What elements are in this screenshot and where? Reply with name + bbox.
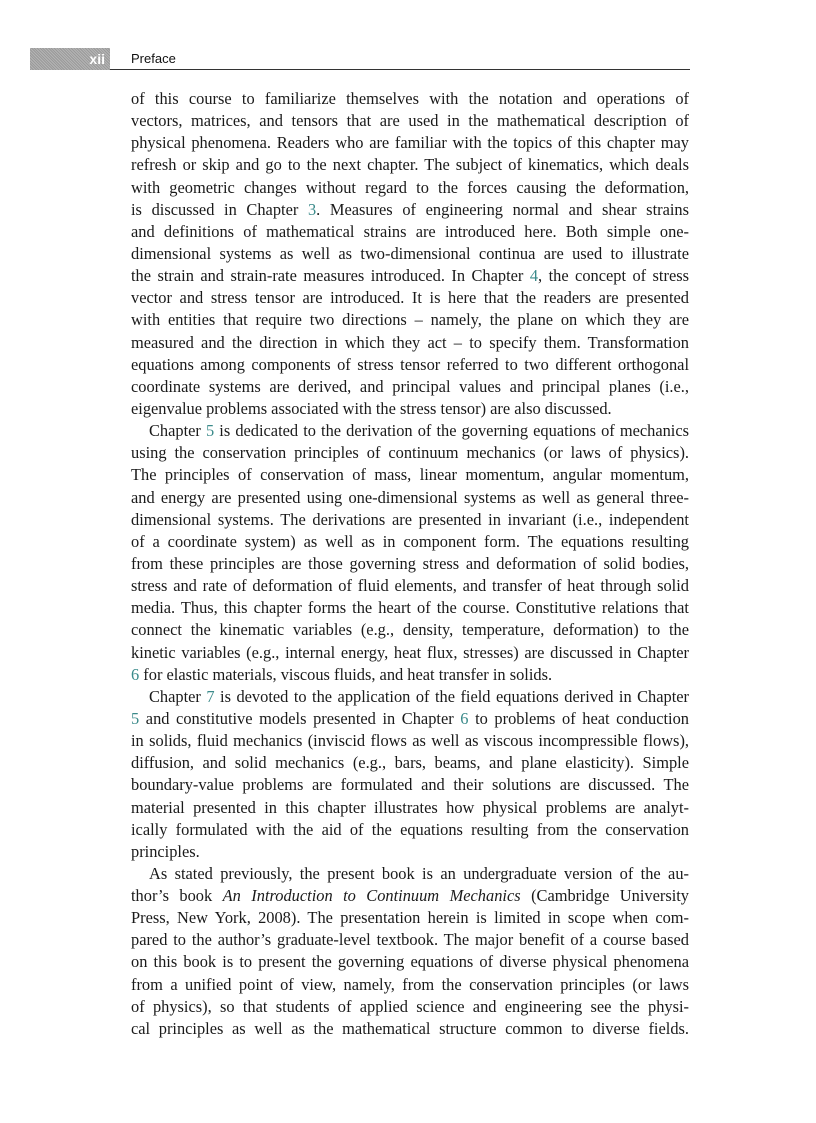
text-line bbox=[131, 819, 689, 841]
text-segment: As stated previously, the present book is an undergraduate version of the au- bbox=[149, 863, 689, 883]
text-segment: the strain and strain-rate measures introduced. In Chapter bbox=[131, 266, 530, 286]
text-line bbox=[131, 442, 689, 464]
text-line bbox=[131, 974, 689, 996]
text-segment: of a coordinate system) as well as in component form. The equations resulting bbox=[131, 531, 689, 551]
text-segment: coordinate systems are derived, and principal values and principal planes (i.e., bbox=[131, 376, 689, 396]
text-segment: is discussed in Chapter bbox=[131, 199, 308, 219]
text-segment: The principles of conservation of mass, linear momentum, angular momentum, bbox=[131, 465, 689, 485]
text-line bbox=[131, 929, 689, 951]
text-line bbox=[131, 509, 689, 531]
page-number-box bbox=[30, 48, 110, 70]
text-line bbox=[131, 154, 689, 176]
text-line bbox=[131, 730, 689, 752]
book-title: An Introduction to Continuum Mechanics bbox=[222, 886, 521, 906]
text-line bbox=[131, 951, 689, 973]
text-line bbox=[131, 841, 689, 863]
chapter-link[interactable]: 5 bbox=[131, 708, 140, 728]
text-segment: with entities that require two directions – namely, the plane on which they are bbox=[131, 310, 689, 330]
text-line bbox=[131, 376, 689, 398]
text-segment: measured and the direction in which they act – to specify them. Transformation bbox=[131, 332, 689, 352]
text-line bbox=[131, 597, 689, 619]
chapter-link[interactable]: 6 bbox=[131, 664, 140, 684]
text-segment: cal principles as well as the mathematical structure common to diverse fields. bbox=[131, 1018, 689, 1038]
text-line bbox=[131, 177, 689, 199]
text-line bbox=[131, 487, 689, 509]
text-line bbox=[131, 1018, 689, 1040]
body-text bbox=[131, 88, 689, 1040]
header-rule bbox=[110, 69, 690, 70]
text-segment: in solids, fluid mechanics (inviscid flows as well as viscous incompressible flows), bbox=[131, 731, 689, 751]
text-segment: using the conservation principles of continuum mechanics (or laws of physics). bbox=[131, 443, 689, 463]
text-segment: from these principles are those governing stress and deformation of solid bodies, bbox=[131, 553, 689, 573]
text-segment: and definitions of mathematical strains are introduced here. Both simple one- bbox=[131, 221, 689, 241]
text-line bbox=[131, 309, 689, 331]
text-segment: boundary-value problems are formulated and their solutions are discussed. The bbox=[131, 775, 689, 795]
text-segment: , the concept of stress bbox=[538, 266, 689, 286]
text-segment: stress and rate of deformation of fluid elements, and transfer of heat through solid bbox=[131, 576, 689, 596]
text-line bbox=[131, 221, 689, 243]
text-segment: vector and stress tensor are introduced. It is here that the readers are presented bbox=[131, 288, 689, 308]
text-line bbox=[131, 354, 689, 376]
text-line bbox=[131, 553, 689, 575]
text-segment: ically formulated with the aid of the equations resulting from the conservation bbox=[131, 819, 689, 839]
text-segment: and energy are presented using one-dimensional systems as well as general three- bbox=[131, 487, 689, 507]
text-segment: Press, New York, 2008). The presentation herein is limited in scope when com- bbox=[131, 908, 689, 928]
text-segment: diffusion, and solid mechanics (e.g., bars, beams, and plane elasticity). Simple bbox=[131, 753, 689, 773]
text-line bbox=[131, 996, 689, 1018]
text-segment: with geometric changes without regard to the forces causing the deformation, bbox=[131, 177, 689, 197]
text-segment: is dedicated to the derivation of the governing equations of mechanics bbox=[214, 421, 689, 441]
chapter-link[interactable]: 3 bbox=[307, 199, 317, 219]
text-segment: media. Thus, this chapter forms the heart of the course. Constitutive relations that bbox=[131, 598, 689, 618]
text-line bbox=[131, 686, 689, 708]
text-segment: Chapter bbox=[149, 421, 206, 441]
text-segment: vectors, matrices, and tensors that are used in the mathematical description of bbox=[131, 111, 689, 131]
text-line bbox=[131, 398, 689, 420]
text-segment: refresh or skip and go to the next chapter. The subject of kinematics, which deals bbox=[131, 155, 689, 175]
text-segment: connect the kinematic variables (e.g., density, temperature, deformation) to the bbox=[131, 620, 689, 640]
text-line bbox=[131, 420, 689, 442]
text-segment: and constitutive models presented in Chapter bbox=[139, 708, 461, 728]
text-line bbox=[131, 752, 689, 774]
text-segment: thor’s book bbox=[131, 886, 223, 906]
text-segment: of this course to familiarize themselves with the notation and operations of bbox=[131, 89, 689, 108]
text-line bbox=[131, 863, 689, 885]
chapter-link[interactable]: 5 bbox=[205, 421, 215, 441]
page-number: xii bbox=[89, 51, 105, 67]
text-segment: (Cambridge University bbox=[520, 886, 689, 906]
text-line bbox=[131, 664, 689, 686]
text-segment: dimensional systems as well as two-dimensional continua are used to illustrate bbox=[131, 243, 689, 263]
text-line bbox=[131, 907, 689, 929]
text-line bbox=[131, 642, 689, 664]
text-segment: equations among components of stress tensor referred to two different orthogonal bbox=[131, 354, 689, 374]
text-segment: to problems of heat conduction bbox=[468, 708, 689, 728]
text-segment: material presented in this chapter illustrates how physical problems are analyt- bbox=[131, 797, 689, 817]
text-segment: is devoted to the application of the field equations derived in Chapter bbox=[214, 686, 690, 706]
text-segment: eigenvalue problems associated with the stress tensor) are also discussed. bbox=[131, 398, 612, 418]
text-segment: . Measures of engineering normal and shear strains bbox=[316, 199, 689, 219]
text-segment: kinetic variables (e.g., internal energy, heat flux, stresses) are discussed in Chapter bbox=[131, 642, 689, 662]
text-line bbox=[131, 132, 689, 154]
text-segment: for elastic materials, viscous fluids, and heat transfer in solids. bbox=[139, 664, 553, 684]
text-line bbox=[131, 531, 689, 553]
text-segment: dimensional systems. The derivations are presented in invariant (i.e., independent bbox=[131, 509, 689, 529]
text-line bbox=[131, 619, 689, 641]
running-title: Preface bbox=[131, 51, 176, 66]
text-segment: from a unified point of view, namely, from the conservation principles (or laws bbox=[131, 974, 689, 994]
text-line bbox=[131, 88, 689, 110]
text-line bbox=[131, 287, 689, 309]
text-line bbox=[131, 708, 689, 730]
text-line bbox=[131, 885, 689, 907]
chapter-link[interactable]: 4 bbox=[529, 266, 539, 286]
text-segment: of physics), so that students of applied science and engineering see the physi- bbox=[131, 996, 689, 1016]
text-segment: principles. bbox=[131, 841, 200, 861]
text-line bbox=[131, 110, 689, 132]
text-line bbox=[131, 797, 689, 819]
text-line bbox=[131, 243, 689, 265]
text-line bbox=[131, 199, 689, 221]
text-segment: Chapter bbox=[149, 686, 207, 706]
text-line bbox=[131, 464, 689, 486]
chapter-link[interactable]: 7 bbox=[206, 686, 215, 706]
text-line bbox=[131, 774, 689, 796]
chapter-link[interactable]: 6 bbox=[460, 708, 469, 728]
text-segment: physical phenomena. Readers who are familiar with the topics of this chapter may bbox=[131, 133, 689, 153]
text-line bbox=[131, 575, 689, 597]
text-segment: on this book is to present the governing equations of diverse physical phenomena bbox=[131, 952, 689, 972]
text-segment: pared to the author’s graduate-level textbook. The major benefit of a course based bbox=[131, 930, 689, 950]
text-line bbox=[131, 332, 689, 354]
text-line bbox=[131, 265, 689, 287]
